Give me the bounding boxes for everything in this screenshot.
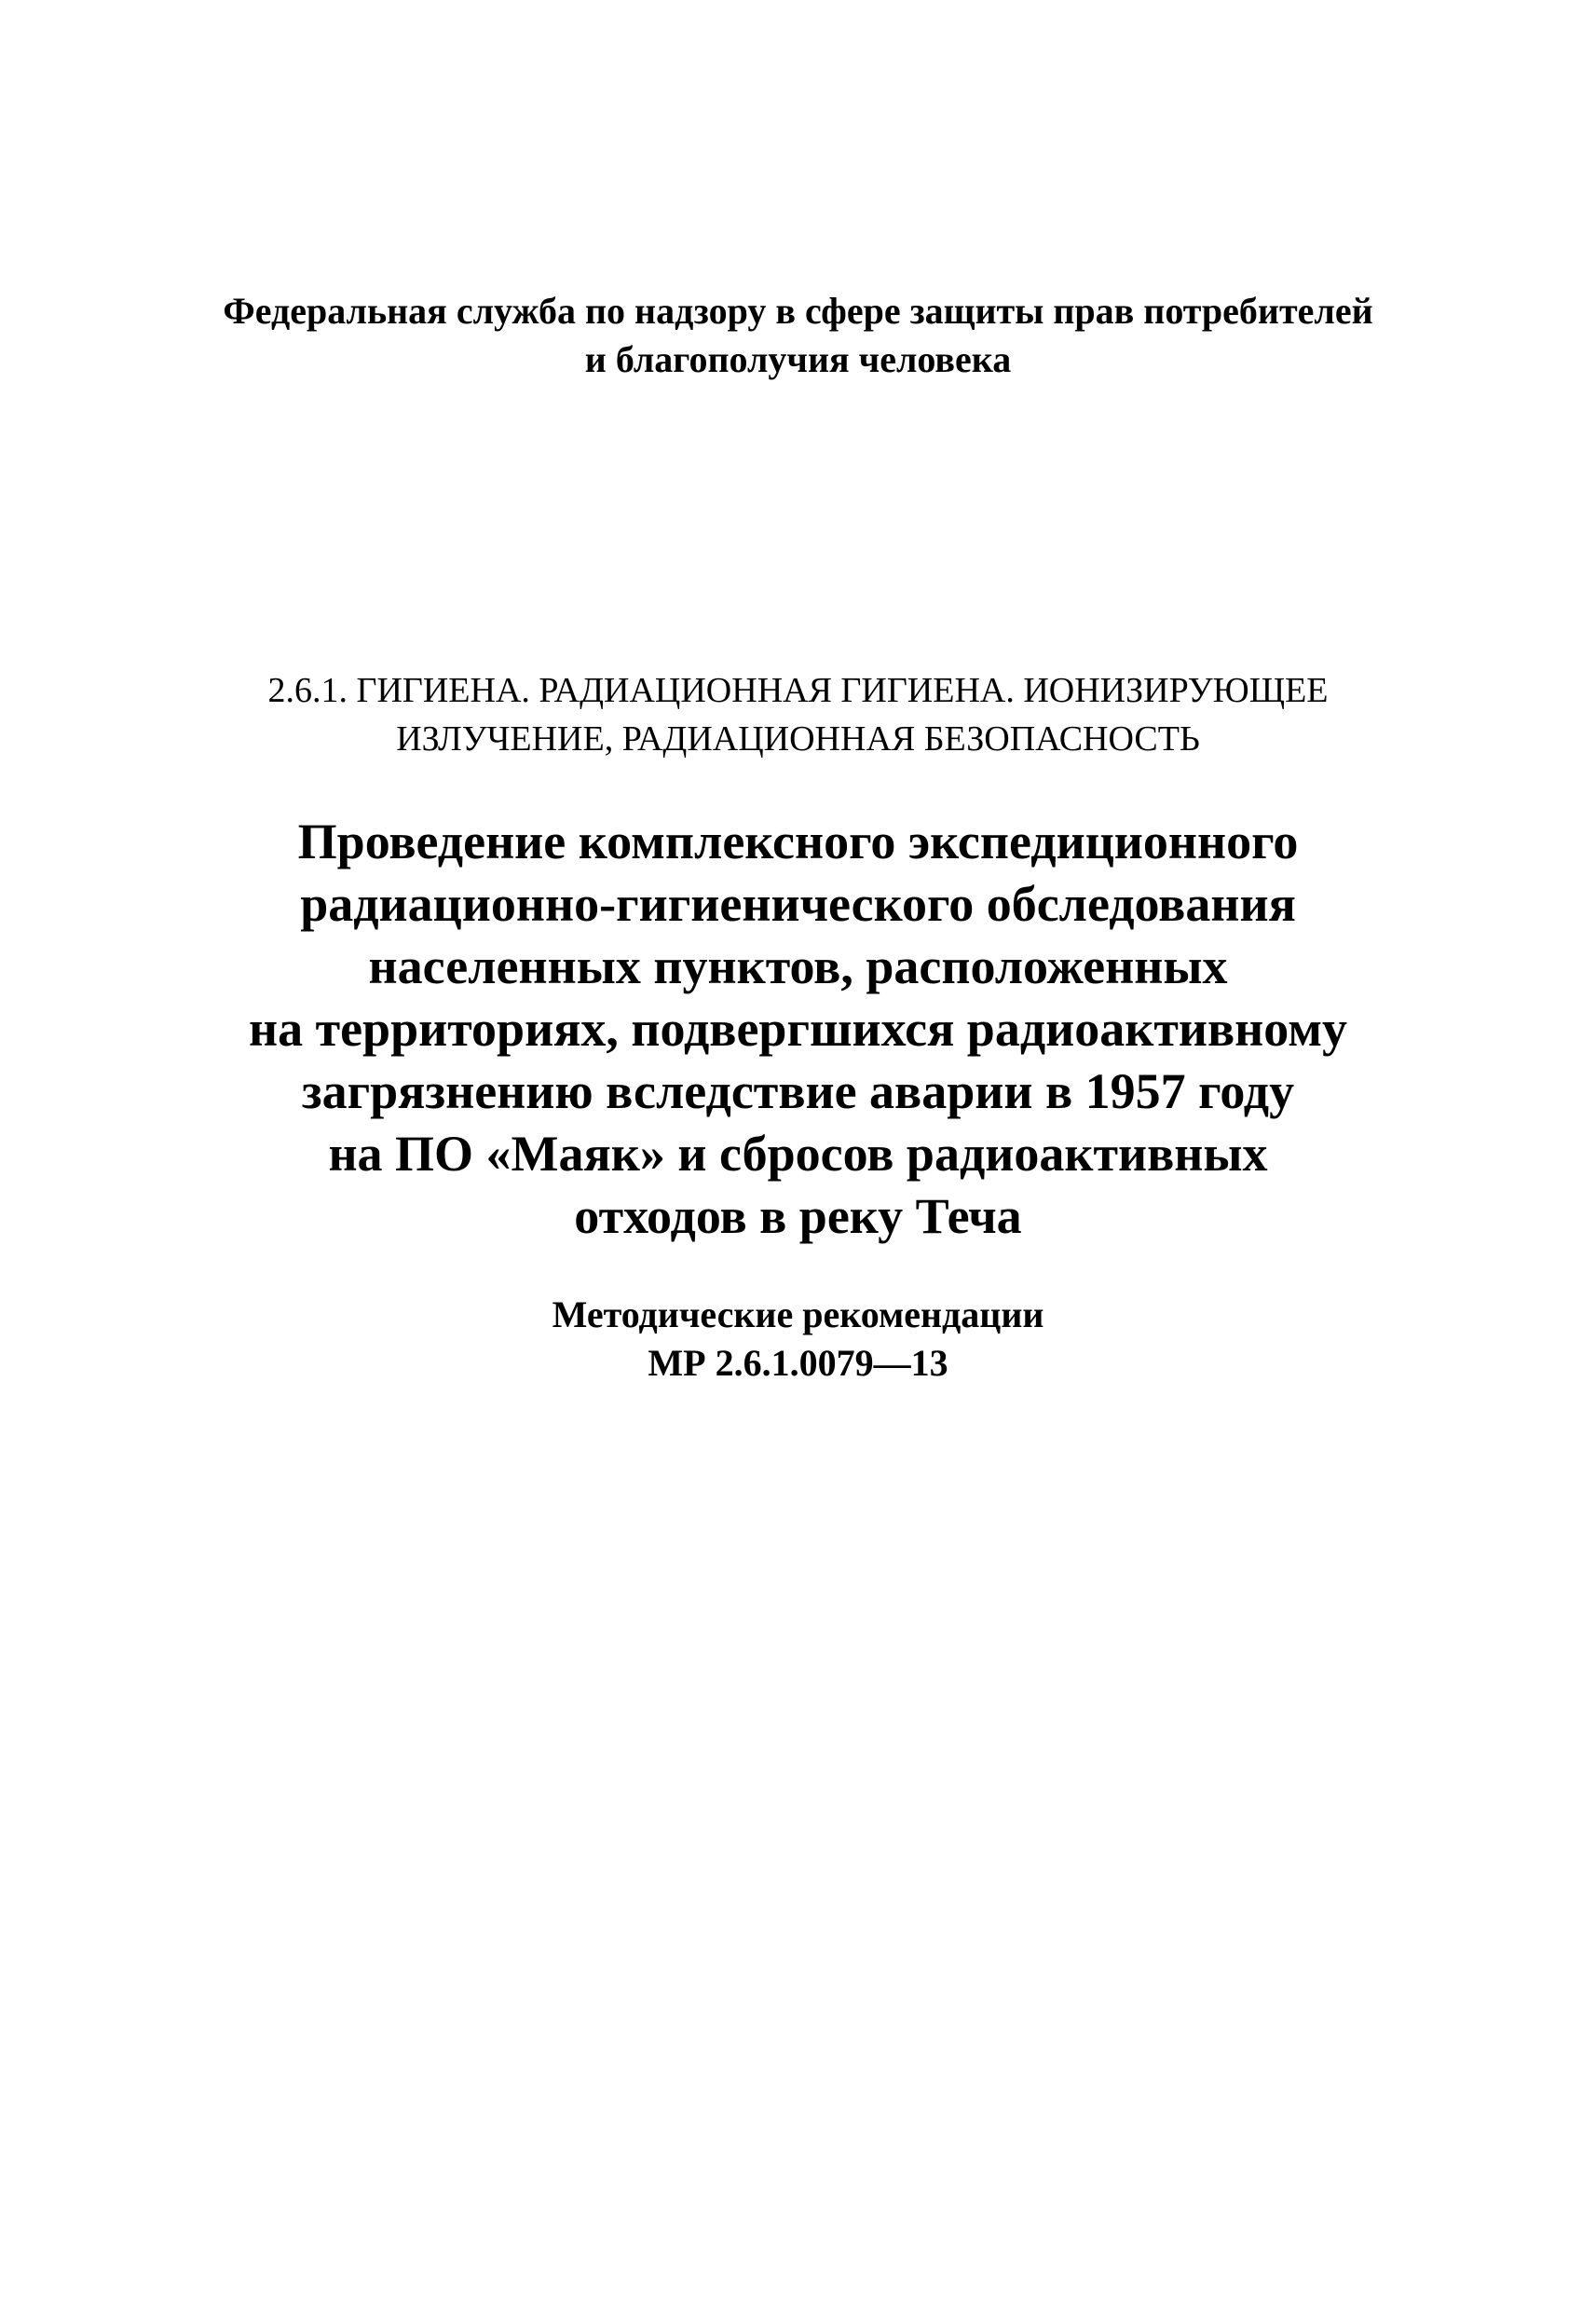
title-line-5: загрязнению вследствие аварии в 1957 году (301, 1063, 1295, 1119)
title-line-7: отходов в реку Теча (574, 1188, 1022, 1244)
document-type (0, 1291, 1596, 1388)
classification-heading (0, 666, 1596, 763)
agency-header (0, 287, 1596, 384)
classification-line-2: ИЗЛУЧЕНИЕ, РАДИАЦИОННАЯ БЕЗОПАСНОСТЬ (396, 719, 1200, 759)
title-line-6: на ПО «Маяк» и сбросов радиоактивных (328, 1126, 1268, 1182)
title-line-3: населенных пунктов, расположенных (368, 938, 1228, 994)
classification-line-1: 2.6.1. ГИГИЕНА. РАДИАЦИОННАЯ ГИГИЕНА. ИОНИЗИРУЮЩЕЕ (267, 671, 1329, 710)
agency-line-1: Федеральная служба по надзору в сфере защиты прав потребителей (223, 290, 1373, 332)
title-line-2: радиационно-гигиенического обследования (300, 876, 1296, 932)
title-line-1: Проведение комплексного экспедиционного (297, 814, 1299, 869)
document-code: МР 2.6.1.0079—13 (648, 1342, 948, 1384)
title-line-4: на территориях, подвергшихся радиоактивному (248, 1001, 1348, 1057)
agency-line-2: и благополучия человека (584, 338, 1012, 380)
document-type-label: Методические рекомендации (552, 1293, 1044, 1335)
document-title (0, 811, 1596, 1248)
